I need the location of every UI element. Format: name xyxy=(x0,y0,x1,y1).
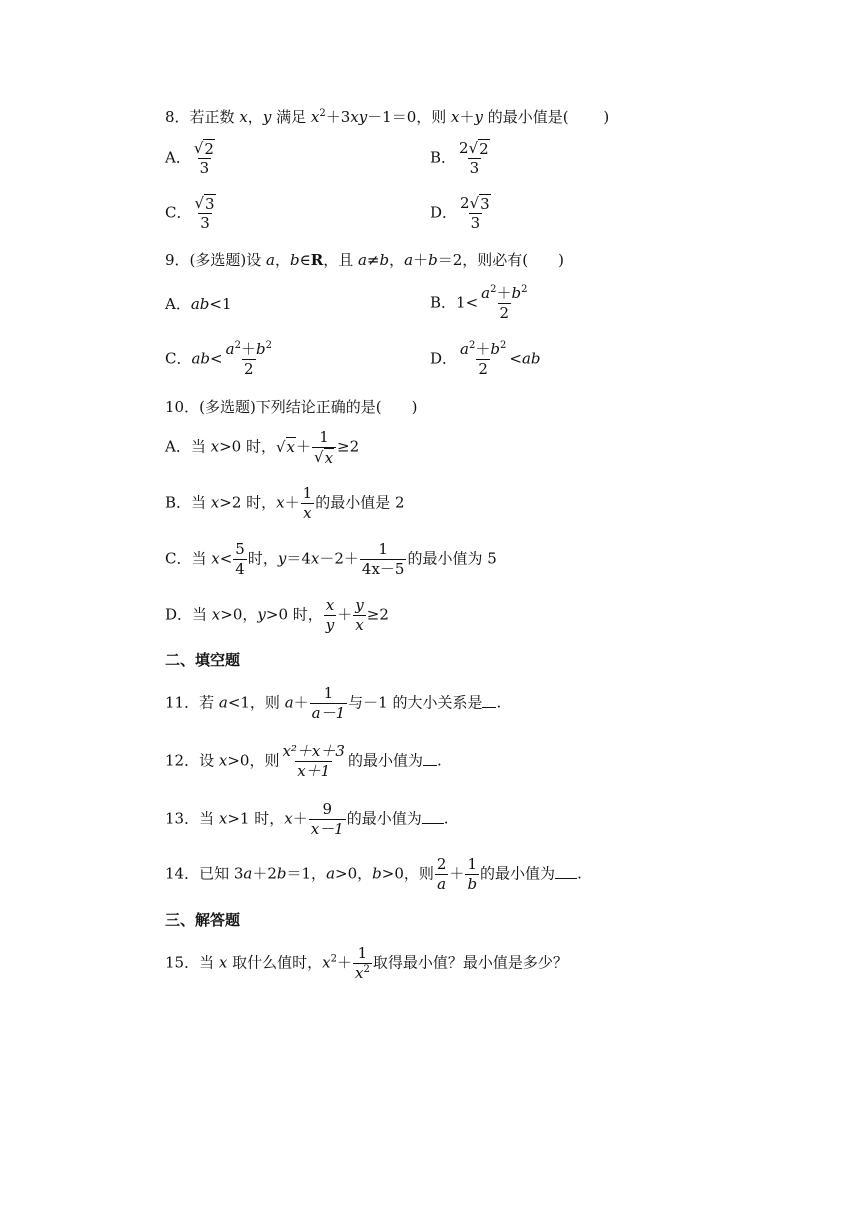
q14: 14．已知 3a＋2b＝1，a>0，b>0，则 $\frac{2}{a}$ ＋ $\frac{1}{b}$ 的最小值为 . xyxy=(165,855,582,893)
q11: 11．若 a<1，则 a＋ $\frac{1}{a-1}$ 与－1 的大小关系是 . xyxy=(165,684,502,722)
section-fill-in-heading: 二、填空题 xyxy=(165,651,241,669)
answer-blank[interactable] xyxy=(423,751,437,766)
q8-option-c: C． √ 3 3 xyxy=(165,194,215,232)
q12: 12．设 x>0，则 $\frac{\text{x²＋x＋3}}{x+1}$ 的最小值为 . xyxy=(165,742,442,780)
answer-blank[interactable] xyxy=(422,809,444,824)
q10-option-a: A．当 x>0 时， √ x ＋ 1 √ x ≥2 xyxy=(165,428,360,467)
q8-option-b: B． 2 √ 2 3 xyxy=(430,139,489,177)
q10-option-b: B．当 x>2 时，x＋ $\frac{1}{x}$ 的最小值是 2 xyxy=(165,484,405,522)
answer-blank[interactable] xyxy=(482,693,496,708)
q10-option-c: C．当 x< $\frac{5}{4}$ 时，y＝4x－2＋ $\frac{1}{4x-5}$ 的最小值为 5 xyxy=(165,540,497,578)
q9-option-a: A．ab<1 xyxy=(165,295,232,313)
q8-option-a: A． √ 2 3 xyxy=(165,139,214,177)
q9-option-b: B．1< $\frac{a^2+b^2}{2}$ xyxy=(430,284,528,322)
section-answer-heading: 三、解答题 xyxy=(165,911,241,929)
q9-option-c: C．ab< $\frac{a^2+b^2}{2}$ xyxy=(165,340,272,378)
q9-stem: 9．(多选题)设 a，b∈R，且 a≠b，a＋b＝2，则必有( ) xyxy=(165,251,564,269)
q9-option-d: D． $\frac{a^2+b^2}{2}$ <ab xyxy=(430,340,541,378)
q13: 13．当 x>1 时，x＋ $\frac{9}{x-1}$ 的最小值为 . xyxy=(165,800,449,838)
answer-blank[interactable] xyxy=(555,864,577,879)
q15: 15．当 x 取什么值时，$x^2+$ $\frac{1}{x^2}$ 取得最小值？最小值是多少？ xyxy=(165,944,568,982)
q10-option-d: D．当 x>0，y>0 时， $\frac{x}{y}$ ＋ $\frac{y}{x}$ ≥2 xyxy=(165,596,389,634)
q8-option-d: D． 2 √ 3 3 xyxy=(430,194,490,232)
q10-stem: 10．(多选题)下列结论正确的是( ) xyxy=(165,398,418,416)
q8-stem: 8．若正数 x，y 满足 $x^2+3xy-1=0$，则 x＋y 的最小值是( ) xyxy=(165,108,610,126)
